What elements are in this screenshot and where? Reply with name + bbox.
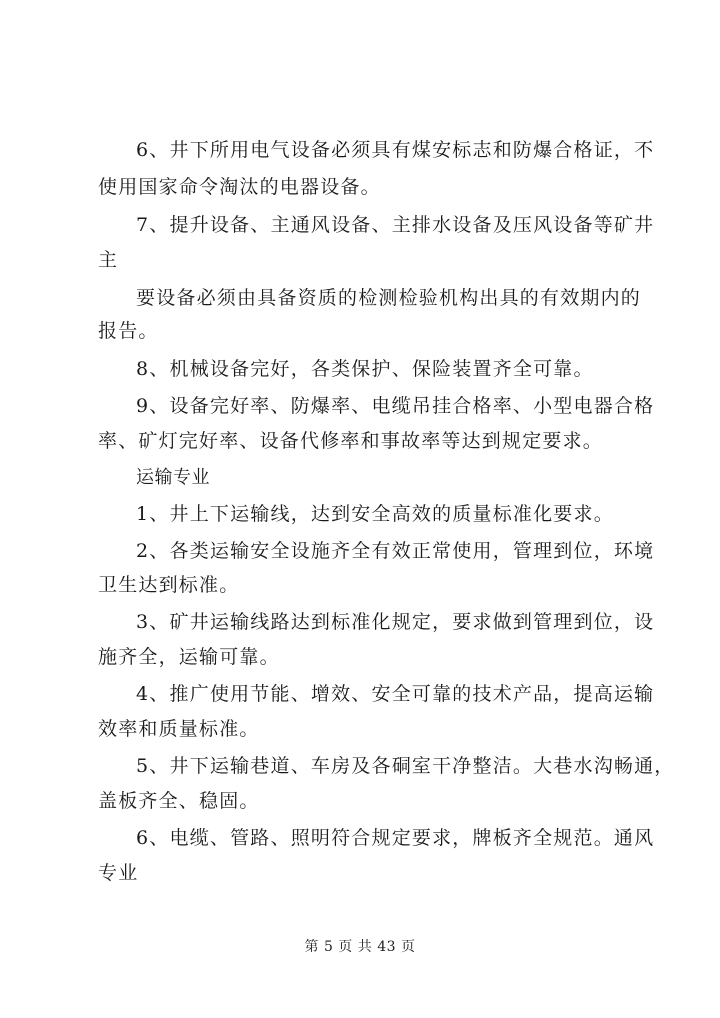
paragraph-line: 率、矿灯完好率、设备代修率和事故率等达到规定要求。: [98, 430, 604, 452]
section-heading: 运输专业: [136, 467, 210, 488]
paragraph-line: 报告。: [98, 320, 159, 342]
paragraph-line: 施齐全，运输可靠。: [98, 646, 280, 668]
paragraph-line: 8、机械设备完好，各类保护、保险装置齐全可靠。: [136, 358, 594, 380]
paragraph-line: 效率和质量标准。: [98, 718, 260, 740]
paragraph-line: 5、井下运输巷道、车房及各硐室干净整洁。大巷水沟畅通，: [136, 755, 675, 777]
paragraph-line: 6、电缆、管路、照明符合规定要求，牌板齐全规范。通风: [136, 827, 655, 849]
paragraph-line: 1、井上下运输线，达到安全高效的质量标准化要求。: [136, 503, 614, 525]
paragraph-line: 盖板齐全、稳固。: [98, 790, 260, 812]
paragraph-line: 9、设备完好率、防爆率、电缆吊挂合格率、小型电器合格: [136, 395, 655, 417]
paragraph-line: 要设备必须由具备资质的检测检验机构出具的有效期内的: [136, 287, 642, 309]
paragraph-line: 4、推广使用节能、增效、安全可靠的技术产品，提高运输: [136, 683, 655, 705]
paragraph-line: 2、各类运输安全设施齐全有效正常使用，管理到位，环境: [136, 540, 655, 562]
paragraph-line: 6、井下所用电气设备必须具有煤安标志和防爆合格证，不: [136, 139, 655, 161]
paragraph-line: 7、提升设备、主通风设备、主排水设备及压风设备等矿井: [136, 214, 655, 236]
paragraph-line: 3、矿井运输线路达到标准化规定，要求做到管理到位，设: [136, 611, 655, 633]
paragraph-line: 专业: [98, 862, 139, 884]
paragraph-line: 主: [98, 249, 119, 271]
page-footer: 第 5 页 共 43 页: [304, 939, 416, 955]
paragraph-line: 使用国家命令淘汰的电器设备。: [98, 176, 381, 198]
paragraph-line: 卫生达到标准。: [98, 574, 240, 596]
